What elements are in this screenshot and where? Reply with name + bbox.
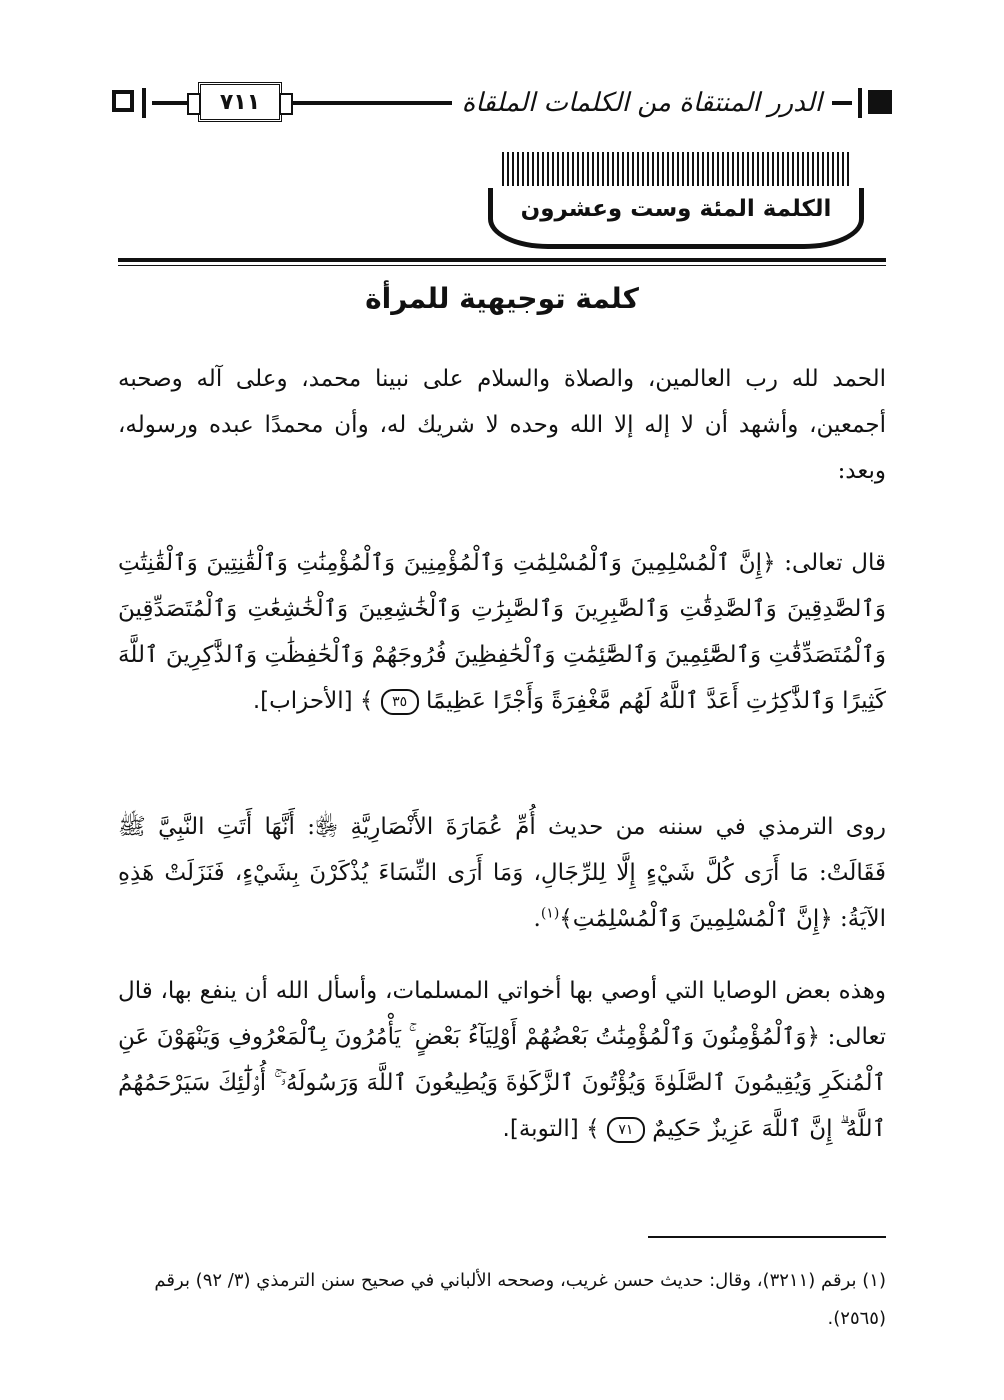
- footnote-separator: [648, 1236, 886, 1238]
- quran-verse: ﴿وَٱلْمُؤْمِنُونَ وَٱلْمُؤْمِنَٰتُ بَعْضُهُمْ أَوْلِيَآءُ بَعْضٍ ۚ يَأْمُرُونَ بِٱلْمَعْرُوفِ وَيَنْهَوْنَ عَنِ ٱلْمُنكَرِ وَيُقِيمُونَ ٱلصَّلَوٰةَ وَيُؤْتُونَ ٱلزَّكَوٰةَ وَيُطِيعُونَ ٱللَّهَ وَرَسُولَهُۥٓ ۚ أُو۟لَٰٓئِكَ سَيَرْحَمُهُمُ ٱللَّهُ ۗ إِنَّ ٱللَّهَ عَزِيزٌ حَكِيمٌ: [118, 1024, 886, 1142]
- comb-ornament: [502, 152, 850, 186]
- footnote-text: برقم (٣٢١١)، وقال: حديث حسن غريب، وصححه الألباني في صحيح سنن الترمذي (٣/ ٩٢) برقم (٢٥٦٥).: [154, 1270, 886, 1329]
- chapter-label: الكلمة المئة وست وعشرون: [520, 196, 832, 222]
- page-title: كلمة توجيهية للمرأة: [365, 282, 639, 315]
- paragraph-tawbah-verse: [118, 968, 886, 1152]
- paragraph-hadith: [118, 804, 886, 942]
- quran-verse: ﴿إِنَّ ٱلْمُسْلِمِينَ وَٱلْمُسْلِمَٰتِ وَٱلْمُؤْمِنِينَ وَٱلْمُؤْمِنَٰتِ وَٱلْقَٰنِتِينَ وَٱلْقَٰنِتَٰتِ وَٱلصَّٰدِقِينَ وَٱلصَّٰدِقَٰتِ وَٱلصَّٰبِرِينَ وَٱلصَّٰبِرَٰتِ وَٱلْخَٰشِعِينَ وَٱلْخَٰشِعَٰتِ وَٱلْمُتَصَدِّقِينَ وَٱلْمُتَصَدِّقَٰتِ وَٱلصَّٰٓئِمِينَ وَٱلصَّٰٓئِمَٰتِ وَٱلْحَٰفِظِينَ فُرُوجَهُمْ وَٱلْحَٰفِظَٰتِ وَٱلذَّٰكِرِينَ ٱللَّهَ كَثِيرًا وَٱلذَّٰكِرَٰتِ أَعَدَّ ٱللَّهُ لَهُم مَّغْفِرَةً وَأَجْرًا عَظِيمًا: [118, 550, 886, 714]
- hadith-text: أُمِّ عُمَارَةَ الأَنْصَارِيَّةِ ﵂: أَنَّهَا أَتَتِ النَّبِيَّ ﷺ فَقَالَتْ: مَا أَرَى كُلَّ شَيْءٍ إِلَّا لِلرِّجَالِ، وَمَا أَرَى النِّسَاءَ يُذْكَرْنَ بِشَيْءٍ، فَنَزَلَتْ هَذِهِ الآيَةُ: ﴿إِنَّ ٱلْمُسْلِمِينَ وَٱلْمُسْلِمَٰتِ﴾: [118, 814, 886, 932]
- paragraph-intro: روى الترمذي في سننه من حديث: [548, 814, 887, 840]
- sentence-end: .: [533, 906, 541, 932]
- verse-number: ٣٥: [381, 689, 419, 715]
- footnote-marker: (١): [862, 1270, 886, 1291]
- divider-thin: [118, 265, 886, 266]
- header-bar-ornament: [142, 88, 146, 118]
- page-number: ٧١١: [219, 89, 261, 115]
- footnote: [118, 1262, 886, 1338]
- paragraph-text: الحمد لله رب العالمين، والصلاة والسلام على نبينا محمد، وعلى آله وصحبه أجمعين، وأشهد أن لا إله إلا الله وحده لا شريك له، وأن محمدًا عبده ورسوله، وبعد:: [118, 366, 886, 484]
- verse-number: ٧١: [607, 1117, 645, 1143]
- verse-close-bracket: ﴾: [359, 688, 374, 714]
- chapter-badge: [488, 148, 864, 256]
- solid-square-ornament: [868, 90, 892, 114]
- paragraph-opening: [118, 356, 886, 494]
- divider-thick: [118, 258, 886, 262]
- verse-close-bracket: ﴾: [586, 1116, 600, 1142]
- paragraph-ahzab-verse: [118, 540, 886, 724]
- footnote-marker[interactable]: (١): [540, 905, 560, 922]
- surah-reference: [التوبة].: [502, 1116, 579, 1142]
- surah-reference: [الأحزاب].: [252, 688, 353, 714]
- page-number-frame: [198, 82, 282, 122]
- book-title: الدرر المنتقاة من الكلمات الملقاة: [452, 80, 832, 126]
- running-header: [112, 80, 892, 126]
- hollow-square-ornament: [112, 90, 134, 112]
- paragraph-intro: وهذه بعض الوصايا التي أوصي بها أخواتي المسلمات، وأسأل الله أن ينفع بها، قال تعالى:: [118, 978, 886, 1050]
- paragraph-intro: قال تعالى:: [784, 550, 886, 576]
- header-bar-ornament: [858, 88, 862, 118]
